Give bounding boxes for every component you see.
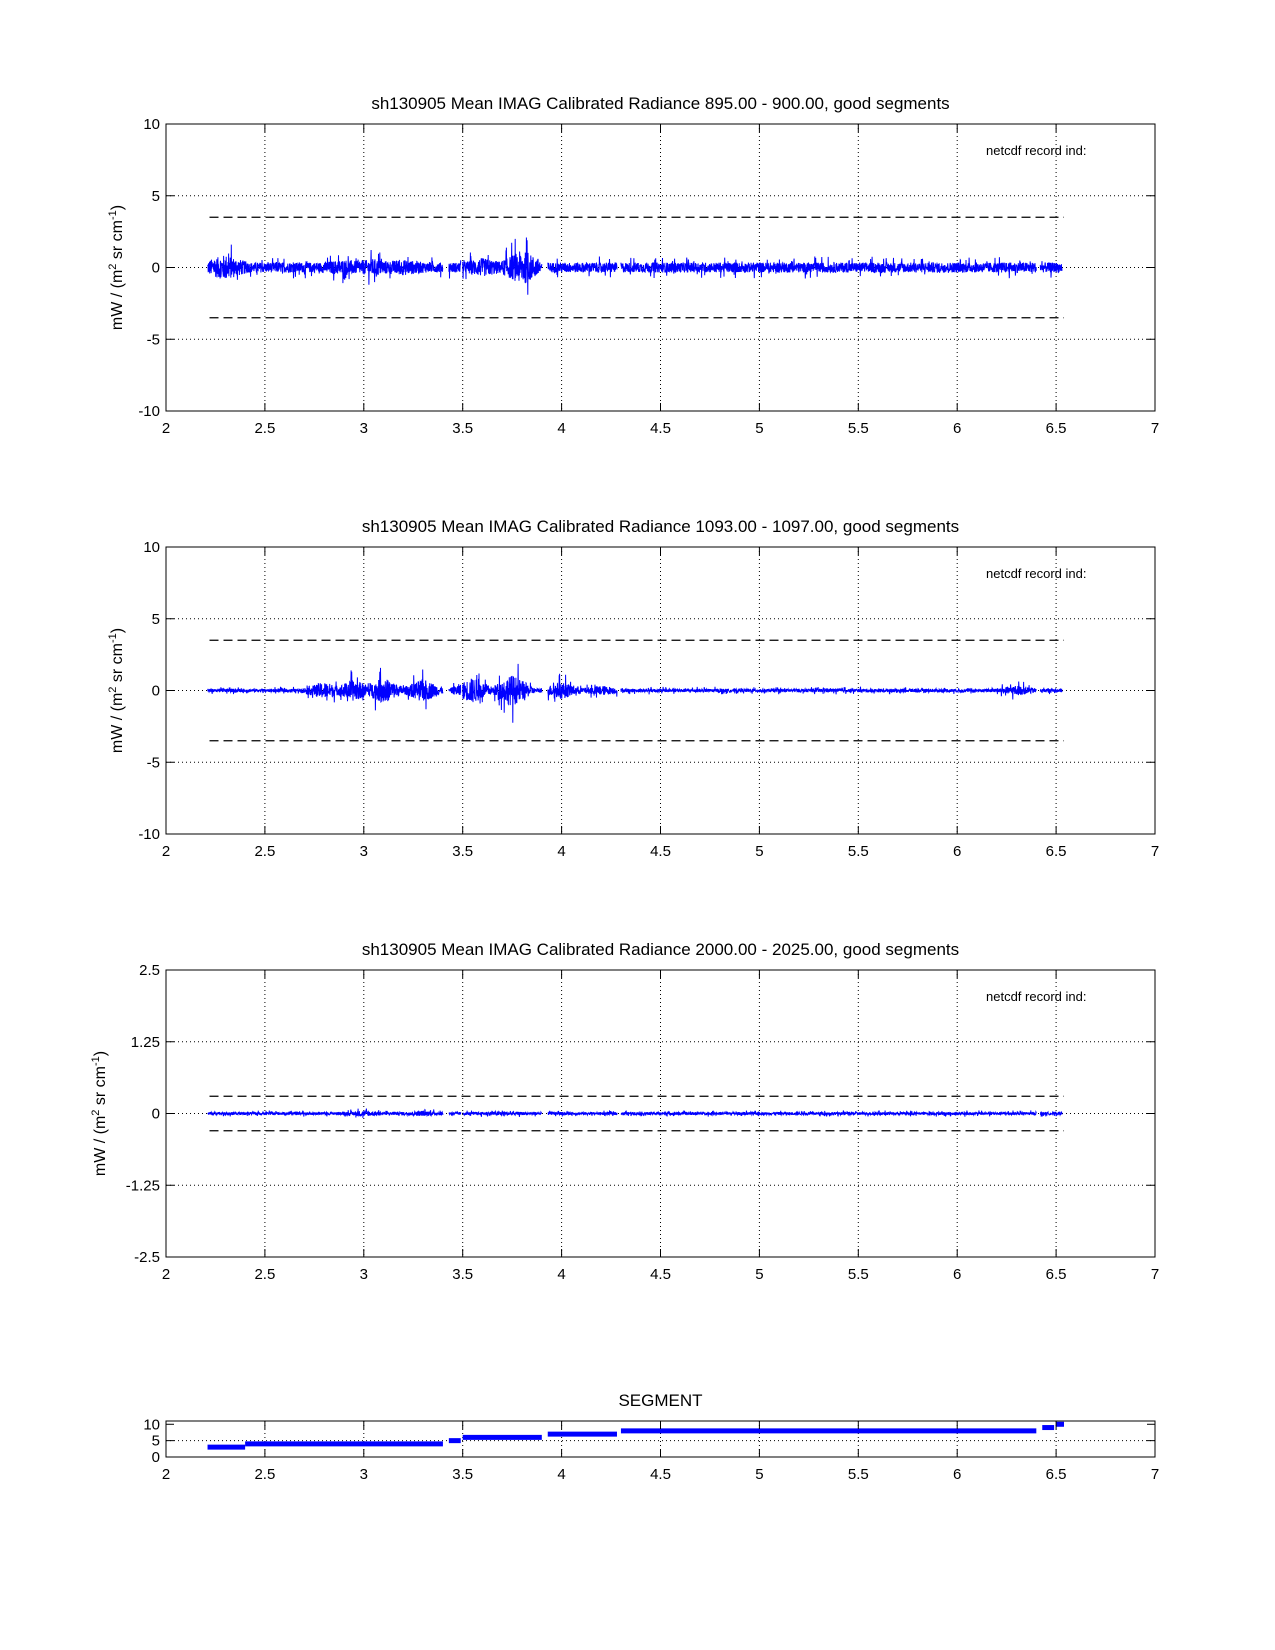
y-tick-label: 5 (151, 1432, 160, 1450)
x-tick-label: 5 (755, 843, 764, 860)
chart-panel-3 (90, 940, 1159, 1283)
y-tick-label: -10 (138, 826, 160, 843)
x-tick-label: 4.5 (650, 843, 671, 860)
series-segment-1 (208, 1112, 246, 1117)
series-segment-2 (245, 668, 443, 711)
y-tick-label: -5 (146, 754, 160, 772)
y-tick-label: 0 (151, 259, 160, 277)
x-tick-label: 2.5 (254, 1466, 276, 1483)
record-index-annotation: netcdf record ind: (986, 566, 1087, 581)
x-tick-label: 2 (161, 1266, 171, 1283)
series-segment-5 (548, 1110, 617, 1116)
y-axis-label-middle: sr cm (109, 220, 126, 264)
y-axis-label-suffix: ) (109, 627, 126, 634)
y-tick-label: 10 (143, 116, 160, 133)
y-tick-label: 0 (151, 1449, 160, 1466)
series-segment-5 (548, 674, 617, 702)
y-axis-label-sup2: -1 (107, 633, 119, 644)
x-tick-label: 4 (557, 420, 566, 437)
x-tick-label: 5.5 (847, 843, 869, 860)
y-axis-label-prefix: mW / (m (92, 1115, 109, 1177)
x-tick-label: 6.5 (1045, 1266, 1067, 1283)
y-axis-label-suffix: ) (109, 204, 126, 211)
y-tick-label: 2.5 (139, 962, 160, 979)
x-tick-label: 7 (1150, 843, 1160, 860)
x-tick-label: 4 (557, 843, 566, 860)
record-index-annotation: netcdf record ind: (986, 143, 1087, 158)
x-tick-label: 6 (953, 1266, 962, 1283)
record-index-annotation: netcdf record ind: (986, 989, 1087, 1004)
y-tick-label: 5 (151, 187, 160, 205)
y-axis-label-middle: sr cm (92, 1066, 109, 1110)
x-tick-label: 3 (359, 420, 368, 437)
x-tick-label: 6.5 (1045, 843, 1067, 860)
x-tick-label: 3.5 (452, 420, 474, 437)
y-axis-label-sup1: 2 (90, 1109, 102, 1116)
x-tick-label: 2.5 (254, 843, 276, 860)
x-tick-label: 2 (161, 843, 171, 860)
y-axis-label-prefix: mW / (m (109, 269, 126, 331)
x-tick-label: 3 (359, 1266, 368, 1283)
x-tick-label: 2.5 (254, 420, 276, 437)
x-tick-label: 7 (1150, 420, 1160, 437)
x-tick-label: 4.5 (650, 420, 671, 437)
y-axis-label-sup2: -1 (90, 1056, 102, 1067)
x-tick-label: 3.5 (452, 843, 474, 860)
y-tick-label: 10 (143, 539, 160, 556)
y-axis-label-sup1: 2 (107, 263, 119, 270)
series-segment-5 (548, 257, 617, 278)
series-segment-6 (621, 682, 1036, 700)
x-tick-label: 2 (161, 1466, 171, 1483)
x-tick-label: 5 (755, 1466, 764, 1483)
series-segment-1 (208, 245, 246, 280)
series-segment-7 (1040, 261, 1062, 277)
x-tick-label: 3 (359, 1466, 368, 1483)
chart-title: sh130905 Mean IMAG Calibrated Radiance 2000.00 - 2025.00, good segments (361, 940, 960, 959)
chart-title: sh130905 Mean IMAG Calibrated Radiance 895.00 - 900.00, good segments (371, 94, 950, 113)
y-tick-label: 0 (151, 682, 160, 700)
x-tick-label: 5.5 (847, 420, 869, 437)
series-segment-7 (1040, 1112, 1062, 1117)
y-tick-label: -5 (146, 331, 160, 349)
y-tick-label: -2.5 (134, 1249, 160, 1266)
series-segment-4 (463, 664, 542, 723)
chart-panel-4 (143, 1391, 1159, 1483)
x-tick-label: 4 (557, 1266, 566, 1283)
series-segment-6 (621, 257, 1036, 279)
series-segment-4 (463, 238, 542, 295)
series-segment-6 (621, 1110, 1036, 1116)
y-tick-label: 0 (151, 1105, 160, 1123)
x-tick-label: 2 (161, 420, 171, 437)
series-segment-3 (449, 260, 461, 278)
y-tick-label: 5 (151, 610, 160, 628)
chart-panel-2 (107, 517, 1159, 860)
y-axis-label-suffix: ) (92, 1050, 109, 1057)
x-tick-label: 5 (755, 1266, 764, 1283)
x-tick-label: 7 (1150, 1266, 1160, 1283)
y-tick-label: -1.25 (125, 1177, 160, 1195)
x-tick-label: 3.5 (452, 1266, 474, 1283)
y-axis-label-prefix: mW / (m (109, 692, 126, 754)
chart-title: sh130905 Mean IMAG Calibrated Radiance 1093.00 - 1097.00, good segments (361, 517, 960, 536)
x-tick-label: 5.5 (847, 1466, 869, 1483)
y-tick-label: 1.25 (130, 1033, 160, 1051)
chart-panel-1 (107, 94, 1159, 437)
chart-title: SEGMENT (618, 1391, 703, 1410)
series-segment-2 (245, 250, 443, 285)
x-tick-label: 4.5 (650, 1266, 671, 1283)
x-tick-label: 6.5 (1045, 420, 1067, 437)
y-axis-label (107, 628, 126, 753)
x-tick-label: 3 (359, 843, 368, 860)
y-axis-label-sup2: -1 (107, 210, 119, 221)
y-axis-label-sup1: 2 (107, 686, 119, 693)
x-tick-label: 5.5 (847, 1266, 869, 1283)
x-tick-label: 6 (953, 420, 962, 437)
x-tick-label: 6.5 (1045, 1466, 1067, 1483)
y-tick-label: -10 (138, 403, 160, 420)
y-tick-label: 10 (143, 1416, 160, 1434)
y-axis-label (90, 1051, 109, 1176)
series-segment-1 (208, 687, 246, 694)
x-tick-label: 4.5 (650, 1466, 671, 1483)
series-segment-2 (245, 1109, 443, 1118)
y-axis-label (107, 205, 126, 330)
x-tick-label: 2.5 (254, 1266, 276, 1283)
x-tick-label: 6 (953, 843, 962, 860)
series-segment-3 (449, 1112, 461, 1115)
series-segment-3 (449, 683, 461, 695)
y-axis-label-middle: sr cm (109, 643, 126, 687)
x-tick-label: 5 (755, 420, 764, 437)
x-tick-label: 4 (557, 1466, 566, 1483)
series-segment-7 (1040, 688, 1062, 695)
x-tick-label: 6 (953, 1466, 962, 1483)
x-tick-label: 7 (1150, 1466, 1160, 1483)
series-segment-4 (463, 1111, 542, 1117)
x-tick-label: 3.5 (452, 1466, 474, 1483)
